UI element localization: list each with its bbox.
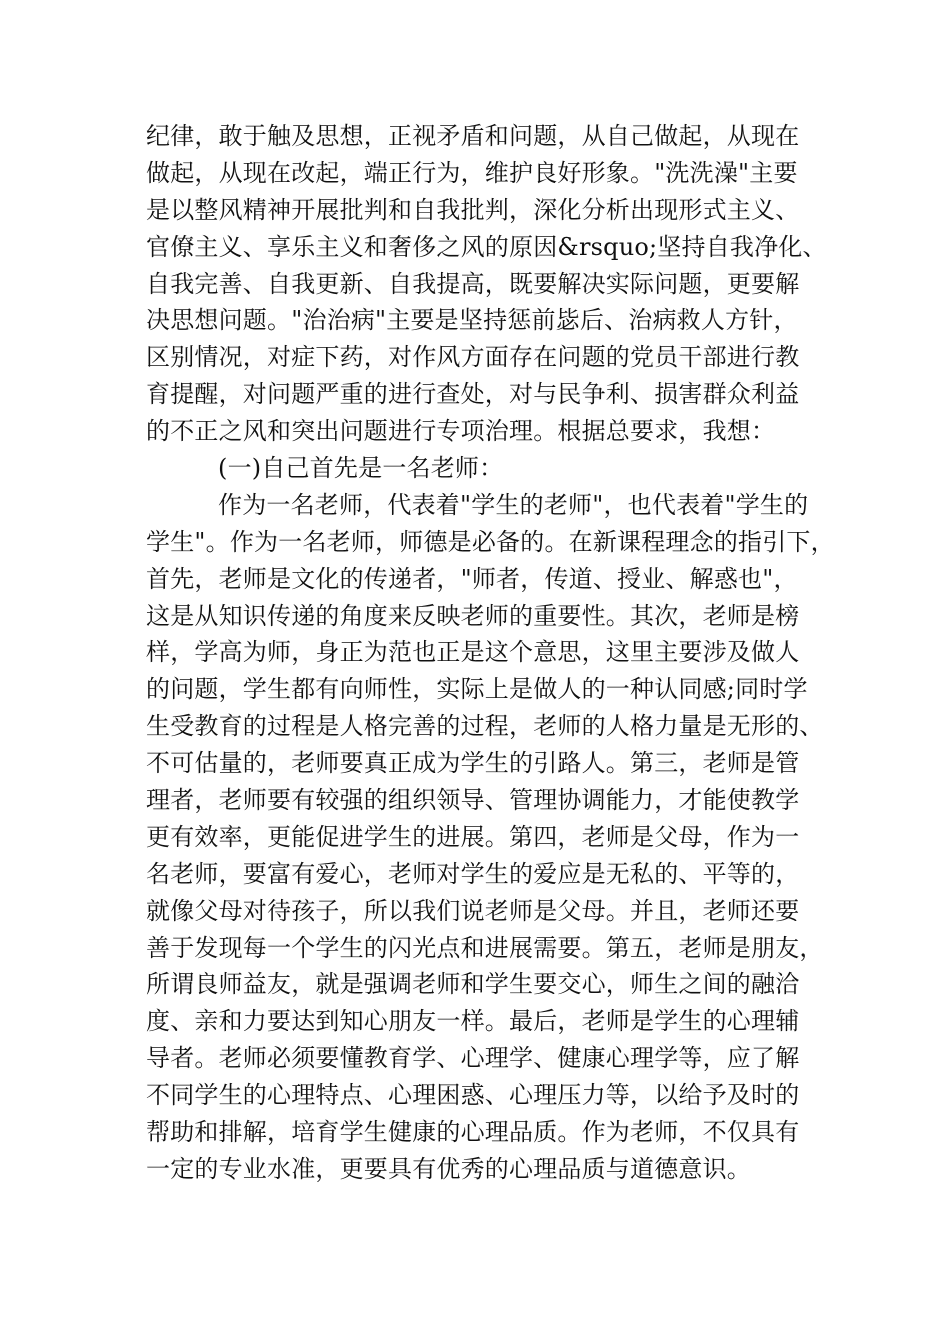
text-line: 就像父母对待孩子，所以我们说老师是父母。并且，老师还要 (146, 896, 800, 925)
text-line: 更有效率，更能促进学生的进展。第四，老师是父母，作为一 (146, 822, 800, 851)
text-line: 纪律，敢于触及思想，正视矛盾和问题，从自己做起，从现在 (146, 122, 800, 150)
text-line: 做起，从现在改起，端正行为，维护良好形象。"洗洗澡"主要 (146, 158, 798, 187)
text-line: 一定的专业水准，更要具有优秀的心理品质与道德意识。 (146, 1154, 751, 1183)
text-line: 不同学生的心理特点、心理困惑、心理压力等，以给予及时的 (146, 1081, 800, 1110)
text-line: 不可估量的，老师要真正成为学生的引路人。第三，老师是管 (146, 749, 800, 778)
text-line: 学生"。作为一名老师，师德是必备的。在新课程理念的指引下， (146, 527, 835, 556)
text-line: 这是从知识传递的角度来反映老师的重要性。其次，老师是榜 (146, 601, 800, 630)
text-line: 首先，老师是文化的传递者，"师者，传道、授业、解惑也"， (146, 564, 798, 593)
text-line: 的不正之风和突出问题进行专项治理。根据总要求，我想： (146, 417, 776, 446)
paragraph-first-line: 作为一名老师，代表着"学生的老师"，也代表着"学生的 (218, 490, 809, 519)
text-line: 导者。老师必须要懂教育学、心理学、健康心理学等，应了解 (146, 1044, 800, 1073)
text-line: 生受教育的过程是人格完善的过程，老师的人格力量是无形的、 (146, 712, 824, 741)
text-line: 善于发现每一个学生的闪光点和进展需要。第五，老师是朋友， (146, 933, 824, 962)
text-line: 度、亲和力要达到知心朋友一样。最后，老师是学生的心理辅 (146, 1007, 800, 1036)
text-line: 帮助和排解，培育学生健康的心理品质。作为老师，不仅具有 (146, 1118, 800, 1147)
text-line: 是以整风精神开展批判和自我批判，深化分析出现形式主义、 (146, 195, 800, 224)
text-line: 的问题，学生都有向师性，实际上是做人的一种认同感;同时学 (146, 675, 808, 704)
text-line: 样，学高为师，身正为范也正是这个意思，这里主要涉及做人 (146, 638, 800, 667)
text-line: 自我完善、自我更新、自我提高，既要解决实际问题，更要解 (146, 269, 800, 298)
text-line: 决思想问题。"治治病"主要是坚持惩前毖后、治病救人方针， (146, 306, 798, 335)
section-heading: (一)自己首先是一名老师： (218, 454, 504, 483)
document-body-text (146, 118, 835, 1188)
text-line: 理者，老师要有较强的组织领导、管理协调能力，才能使教学 (146, 786, 800, 815)
text-line: 区别情况，对症下药，对作风方面存在问题的党员干部进行教 (146, 343, 800, 372)
text-line: 育提醒，对问题严重的进行查处，对与民争利、损害群众利益 (146, 380, 800, 409)
text-line: 所谓良师益友，就是强调老师和学生要交心，师生之间的融洽 (146, 970, 800, 999)
text-line: 名老师，要富有爱心，老师对学生的爱应是无私的、平等的， (146, 859, 800, 888)
text-line: 官僚主义、享乐主义和奢侈之风的原因&rsquo;坚持自我净化、 (146, 232, 827, 261)
